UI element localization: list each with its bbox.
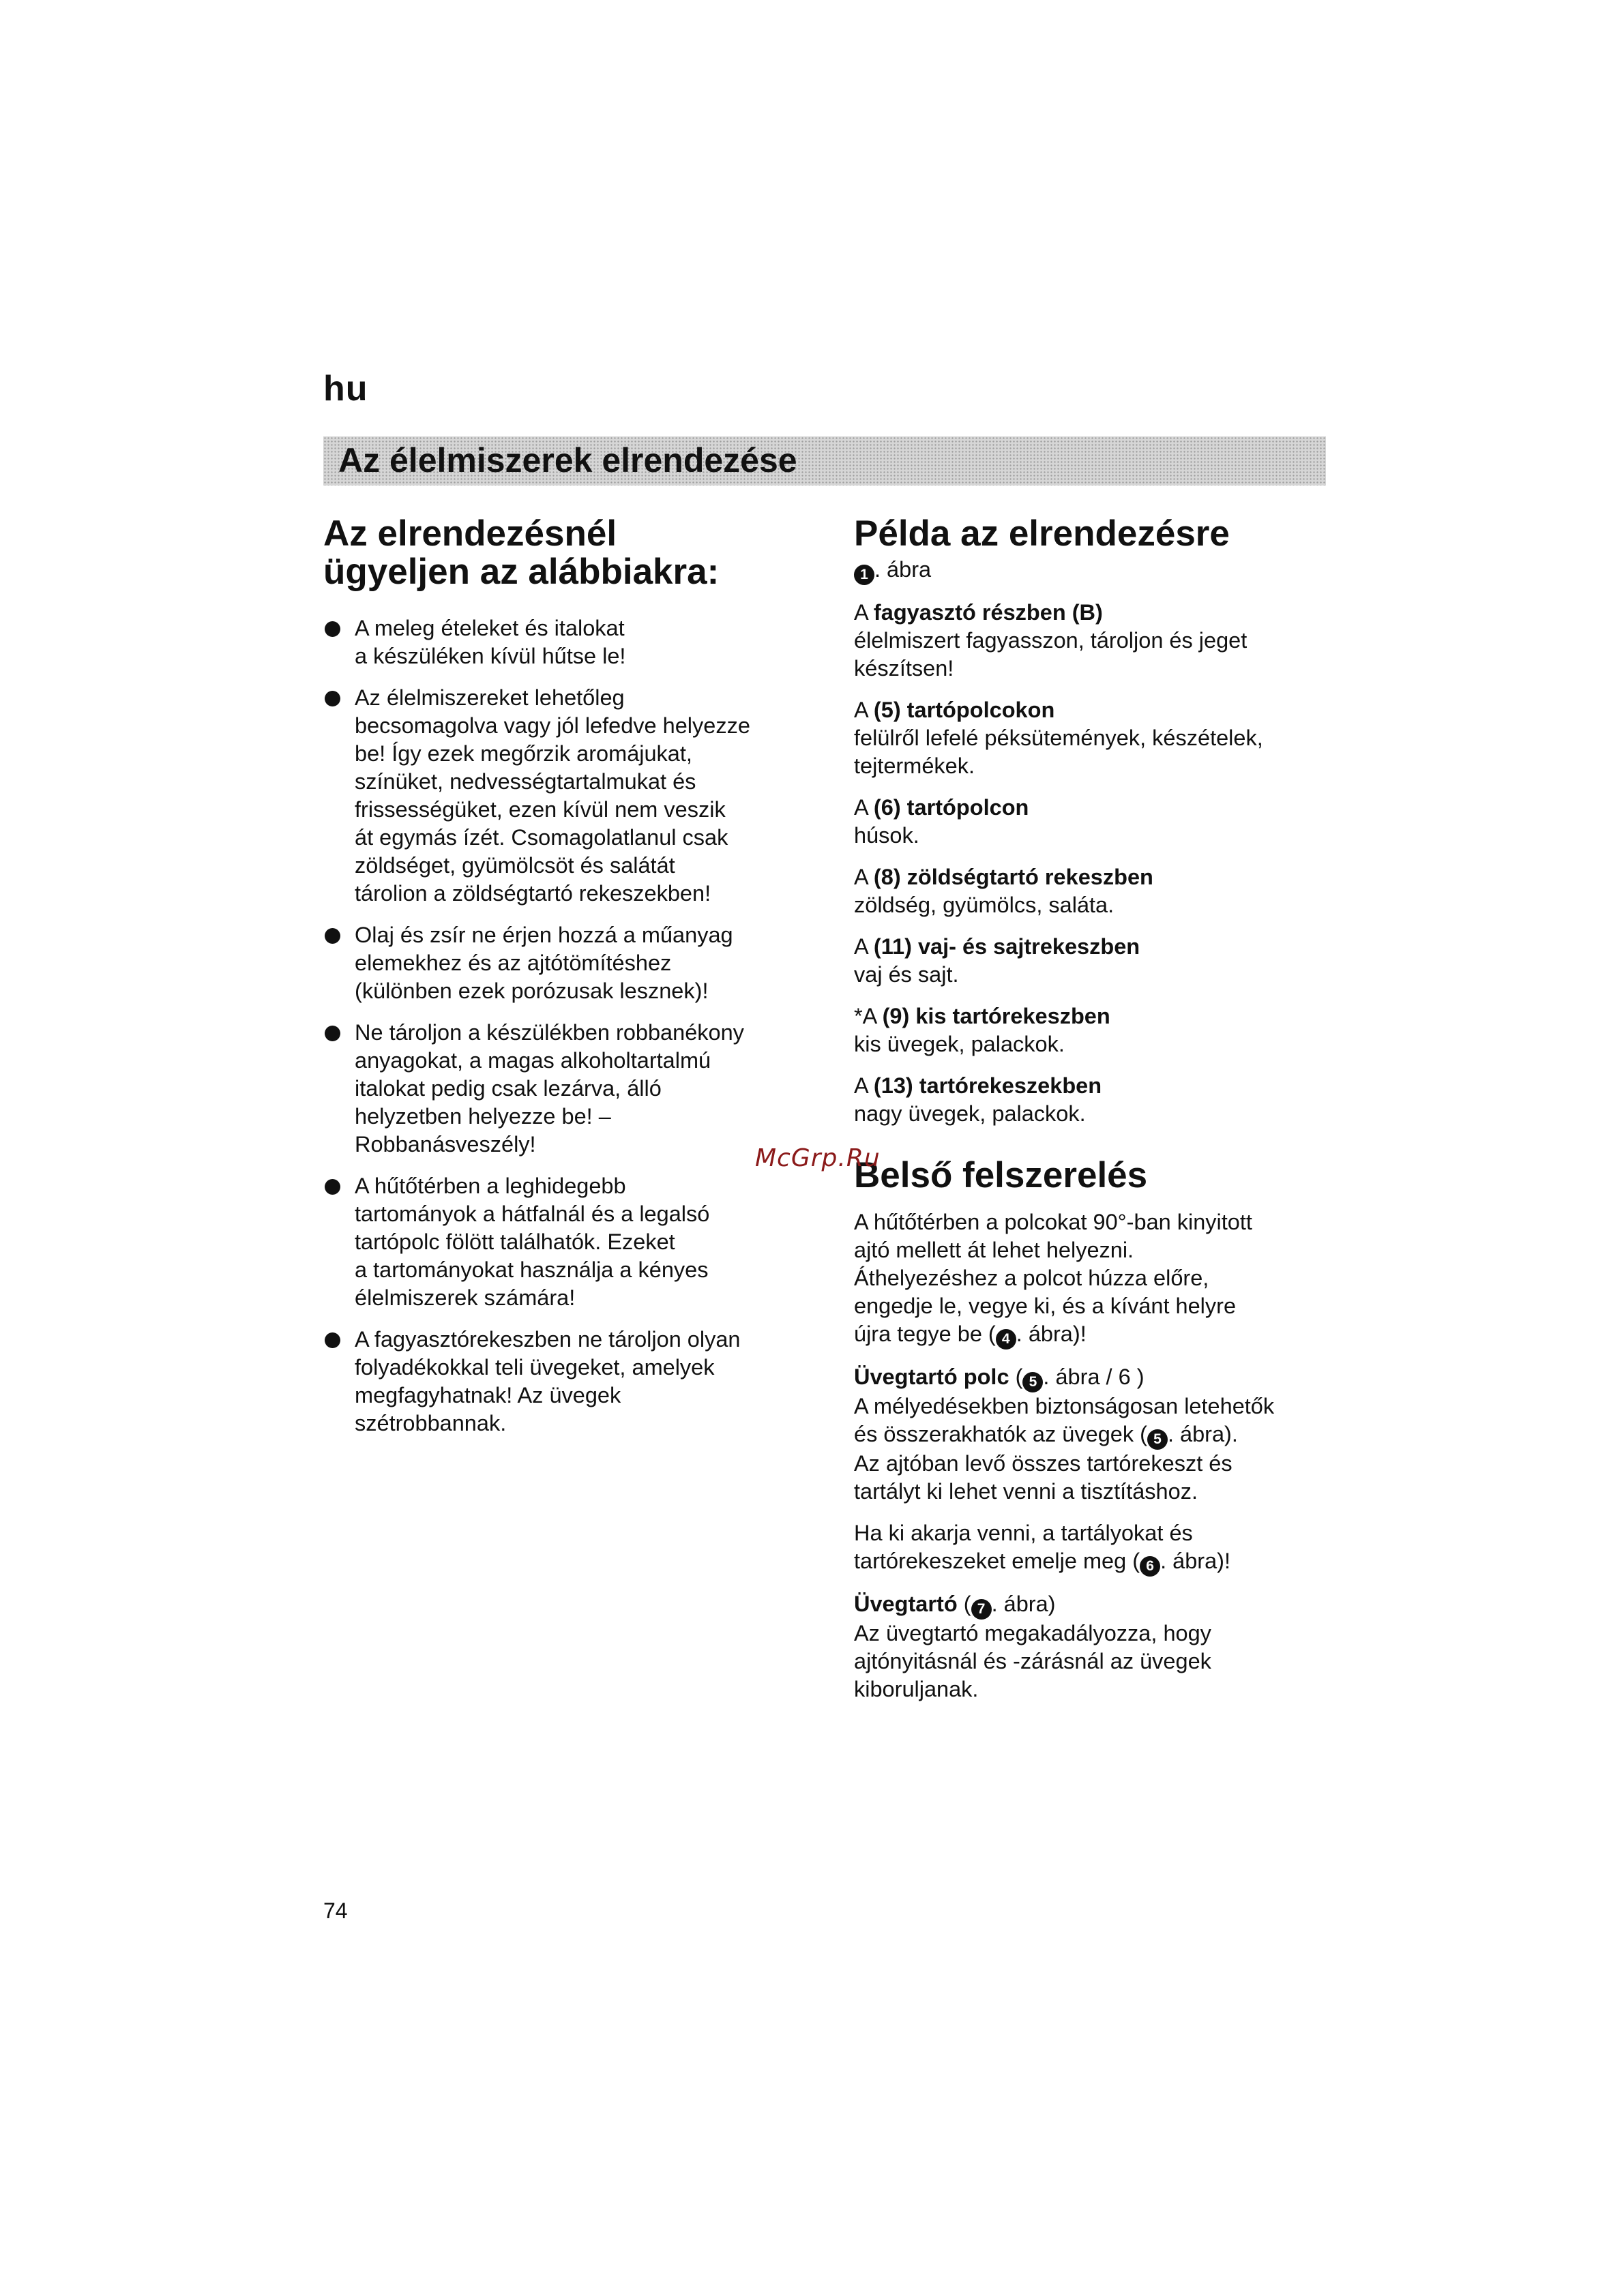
paragraph-line: Áthelyezéshez a polcot húzza előre, [854, 1266, 1209, 1290]
item-prefix: A [854, 698, 874, 722]
paragraph-text: . ábra)! [1160, 1549, 1231, 1573]
paragraph-subheading: Üvegtartó [854, 1592, 958, 1616]
list-item-line: szétrobbannak. [355, 1411, 507, 1435]
storage-item [854, 599, 1331, 683]
list-item-line: tárolion a zöldségtartó rekeszekben! [355, 881, 711, 906]
item-location: fagyasztó részben (B) [873, 600, 1103, 625]
paragraph-line: Ha ki akarja venni, a tartályokat és [854, 1521, 1193, 1545]
item-location: (8) zöldségtartó rekeszben [873, 865, 1153, 889]
language-code: hu [323, 369, 368, 408]
paragraph-text: . ábra)! [1016, 1322, 1087, 1346]
figure-label: . ábra [874, 557, 932, 582]
item-location: (9) kis tartórekeszben [882, 1004, 1110, 1028]
item-prefix: A [854, 795, 874, 820]
list-item-line: anyagokat, a magas alkoholtartalmú [355, 1048, 711, 1073]
paragraph-text: . ábra). [1167, 1422, 1238, 1446]
paragraph-line [854, 1320, 1331, 1350]
list-item-line: tartományok a hátfalnál és a legalsó [355, 1202, 710, 1226]
list-item [323, 921, 808, 1005]
paragraph-line [854, 1363, 1331, 1392]
interior-paragraph-3 [854, 1519, 1331, 1577]
list-item [323, 684, 808, 908]
item-line: élelmiszert fagyasszon, tároljon és jeget [854, 628, 1247, 653]
list-item [323, 1172, 808, 1312]
list-item-line: A fagyasztórekeszben ne tároljon olyan [355, 1327, 741, 1352]
storage-item [854, 863, 1331, 919]
figure-number-icon: 7 [971, 1599, 992, 1620]
list-item-line: Az élelmiszereket lehetőleg [355, 685, 625, 710]
figure-reference [854, 556, 1331, 585]
list-item-line: be! Így ezek megőrzik aromájukat, [355, 741, 692, 766]
left-heading-line-1: Az elrendezésnél [323, 513, 617, 554]
bullet-icon [325, 1026, 340, 1041]
bullet-icon [325, 1332, 340, 1348]
figure-number-icon: 5 [1147, 1429, 1168, 1450]
list-item-line: (különben ezek porózusak lesznek)! [355, 979, 709, 1003]
paragraph-line: Az üvegtartó megakadályozza, hogy [854, 1621, 1211, 1645]
item-line: zöldség, gyümölcs, saláta. [854, 893, 1114, 917]
paragraph-text: . ábra / 6 ) [1043, 1365, 1145, 1389]
left-column [323, 515, 808, 1451]
paragraph-line: ajtó mellett át lehet helyezni. [854, 1238, 1134, 1262]
list-item-line: át egymás ízét. Csomagolatlanul csak [355, 825, 728, 850]
item-location: (5) tartópolcokon [873, 698, 1055, 722]
paragraph-line: A hűtőtérben a polcokat 90°-ban kinyitott [854, 1210, 1252, 1234]
paragraph-line: Az ajtóban levő összes tartórekeszt és [854, 1451, 1232, 1476]
bullet-icon [325, 621, 340, 637]
paragraph-line: ajtónyitásnál és -zárásnál az üvegek [854, 1649, 1211, 1673]
list-item-line: A hűtőtérben a leghidegebb [355, 1174, 626, 1198]
bullet-icon [325, 928, 340, 944]
paragraph-text: tartórekeszeket emelje meg ( [854, 1549, 1140, 1573]
list-item-line: Robbanásveszély! [355, 1132, 536, 1157]
paragraph-line: engedje le, vegye ki, és a kívánt helyre [854, 1294, 1237, 1318]
list-item-line: tartópolc fölött találhatók. Ezeket [355, 1229, 675, 1254]
interior-paragraph-4 [854, 1590, 1331, 1703]
left-heading-line-2: ügyeljen az alábbiakra: [323, 552, 720, 592]
list-item [323, 614, 808, 670]
list-item [323, 1326, 808, 1437]
list-item-line: Olaj és zsír ne érjen hozzá a műanyag [355, 923, 733, 947]
list-item-line: a tartományokat használja a kényes [355, 1257, 709, 1282]
list-item-line: A meleg ételeket és italokat [355, 616, 625, 640]
figure-number-icon: 4 [996, 1329, 1016, 1350]
banner-title: Az élelmiszerek elrendezése [338, 441, 797, 479]
paragraph-text: és összerakhatók az üvegek ( [854, 1422, 1147, 1446]
list-item-line: folyadékokkal teli üvegeket, amelyek [355, 1355, 715, 1380]
storage-item [854, 794, 1331, 850]
paragraph-line: A mélyedésekben biztonságosan letehetők [854, 1394, 1275, 1418]
storage-item [854, 1002, 1331, 1058]
list-item-line: élelmiszerek számára! [355, 1285, 576, 1310]
right-column [854, 515, 1331, 1703]
list-item-line: italokat pedig csak lezárva, álló [355, 1076, 662, 1101]
list-item-line: becsomagolva vagy jól lefedve helyezze [355, 713, 750, 738]
paragraph-line: kiboruljanak. [854, 1677, 979, 1701]
item-location: (13) tartórekeszekben [873, 1073, 1102, 1098]
paragraph-line [854, 1590, 1331, 1620]
list-item [323, 1019, 808, 1159]
item-prefix: A [854, 600, 874, 625]
item-location: (11) vaj- és sajtrekeszben [873, 934, 1140, 959]
paragraph-text: ( [957, 1592, 971, 1616]
item-line: nagy üvegek, palackok. [854, 1101, 1086, 1126]
item-line: vaj és sajt. [854, 962, 959, 987]
list-item-line: Ne tároljon a készülékben robbanékony [355, 1020, 744, 1045]
paragraph-text: ( [1009, 1365, 1023, 1389]
item-prefix: *A [854, 1004, 883, 1028]
watermark: McGrp.Ru [755, 1144, 881, 1172]
item-line: húsok. [854, 823, 919, 848]
list-item-line: színüket, nedvességtartalmukat és [355, 769, 696, 794]
paragraph-line [854, 1547, 1331, 1577]
item-line: kis üvegek, palackok. [854, 1032, 1065, 1056]
storage-item [854, 696, 1331, 780]
section-banner [323, 436, 1326, 486]
list-item-line: elemekhez és az ajtótömítéshez [355, 951, 672, 975]
bullet-icon [325, 691, 340, 706]
right-heading: Példa az elrendezésre [854, 513, 1230, 554]
paragraph-text: újra tegye be ( [854, 1322, 996, 1346]
list-item-line: zöldséget, gyümölcsöt és salátát [355, 853, 675, 878]
item-line: felülről lefelé péksütemények, készételek, [854, 726, 1263, 750]
paragraph-line: tartályt ki lehet venni a tisztításhoz. [854, 1479, 1198, 1504]
item-prefix: A [854, 934, 874, 959]
list-item-line: helyzetben helyezze be! – [355, 1104, 611, 1129]
figure-number-icon: 6 [1140, 1556, 1160, 1577]
item-prefix: A [854, 865, 874, 889]
paragraph-subheading: Üvegtartó polc [854, 1365, 1009, 1389]
interior-paragraph-2 [854, 1363, 1331, 1506]
page-number: 74 [323, 1898, 348, 1923]
list-item-line: megfagyhatnak! Az üvegek [355, 1383, 621, 1407]
item-prefix: A [854, 1073, 874, 1098]
paragraph-text: . ábra) [991, 1592, 1056, 1616]
item-line: készítsen! [854, 656, 954, 681]
item-location: (6) tartópolcon [873, 795, 1029, 820]
list-item-line: frissességüket, ezen kívül nem veszik [355, 797, 726, 822]
figure-number-icon: 5 [1022, 1372, 1043, 1392]
paragraph-line [854, 1420, 1331, 1450]
storage-item [854, 1072, 1331, 1128]
interior-paragraph-1 [854, 1208, 1331, 1350]
precaution-list [323, 614, 808, 1437]
item-line: tejtermékek. [854, 754, 975, 778]
left-heading [323, 515, 808, 591]
figure-number-icon: 1 [854, 565, 874, 585]
bullet-icon [325, 1179, 340, 1195]
storage-item [854, 933, 1331, 989]
section-heading-interior: Belső felszerelés [854, 1155, 1148, 1195]
list-item-line: a készüléken kívül hűtse le! [355, 644, 626, 668]
